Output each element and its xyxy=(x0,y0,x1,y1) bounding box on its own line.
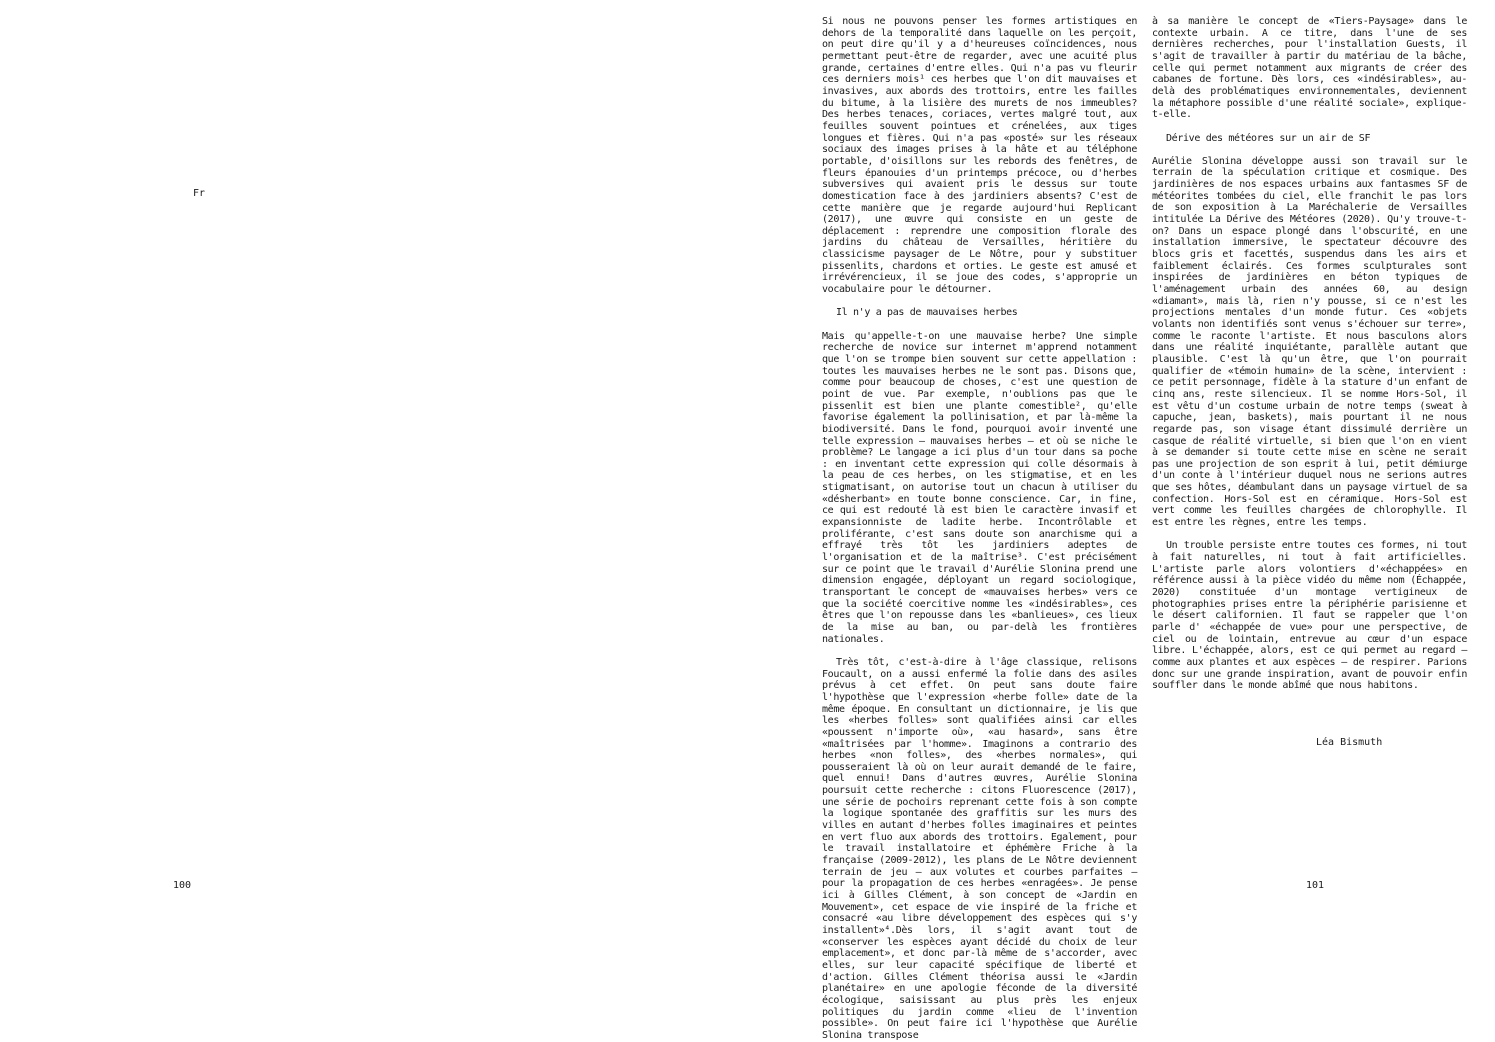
paragraph: à sa manière le concept de «Tiers-Paysage» dans le contexte urbain. A ce titre, dans l'une de ses dernières recherches, pour l'installation Guests, il s'agit de travailler à partir du matériau de la bâche, celle qui permet notamment aux migrants de créer des cabanes de fortune. Dès lors, ces «indésirables», au-delà des problématiques environnementales, deviennent la métaphore possible d'une réalité sociale», explique-t-elle. xyxy=(1152,16,1467,121)
paragraph: Mais qu'appelle-t-on une mauvaise herbe? Une simple recherche de novice sur internet m'apprend notamment que l'on se trompe bien souvent sur cette appellation : toutes les mauvaises herbes ne le sont pas. Disons que, comme pour beaucoup de choses, c'est une question de point de vue. Par exemple, n'oublions pas que le pissenlit est bien une plante comestible², qu'elle favorise également la pollinisation, et par là-même la biodiversité. Dans le fond, pourquoi avoir inventé une telle expression — mauvaises herbes — et où se niche le problème? Le langage a ici plus d'un tour dans sa poche : en inventant cette expression qui colle désormais à la peau de ces herbes, on les stigmatise, et en les stigmatisant, on autorise tout un chacun à utiliser du «désherbant» en toute bonne conscience. Car, in fine, ce qui est redouté là est bien le caractère invasif et expansionniste de ladite herbe. Incontrôlable et proliférante, c'est sans doute son anarchisme qui a effrayé très tôt les jardiniers adeptes de l'organisation et de la maîtrise³. C'est précisément sur ce point que le travail d'Aurélie Slonina prend une dimension engagée, déployant un regard sociologique, transportant le concept de «mauvaises herbes» vers ce que la société coercitive nomme les «indésirables», ces êtres que l'on repousse dans les «banlieues», ces lieux de la mise au ban, ou par-delà les frontières nationales. xyxy=(822,330,1137,645)
page-number-right: 101 xyxy=(1306,880,1325,891)
paragraph: Aurélie Slonina développe aussi son travail sur le terrain de la spéculation critique et cosmique. Des jardinières de nos espaces urbains aux fantasmes SF de météorites tombées du ciel, elle franchit le pas lors de son exposition à La Maréchalerie de Versailles intitulée La Dérive des Météores (2020). Qu'y trouve-t-on? Dans un espace plongé dans l'obscurité, en une installation immersive, le spectateur découvre des blocs gris et facettés, suspendus dans les airs et faiblement éclairés. Ces formes sculpturales sont inspirées de jardinières en béton typiques de l'aménagement urbain des années 60, au design «diamant», mais là, rien n'y pousse, si ce n'est les projections mentales d'un monde futur. Ces «objets volants non identifiés sont venus s'échouer sur terre», comme le raconte l'artiste. Et nous basculons alors dans une réalité inquiétante, parallèle autant que plausible. C'est là qu'un être, que l'on pourrait qualifier de «témoin humain» de la scène, intervient : ce petit personnage, fidèle à la stature d'un enfant de cinq ans, reste silencieux. Il se nomme Hors-Sol, il est vêtu d'un costume urbain de notre temps (sweat à capuche, jean, baskets), mais pourtant il ne nous regarde pas, son visage étant dissimulé derrière un casque de réalité virtuelle, si bien que l'on en vient à se demander si toute cette mise en scène ne serait pas une projection de son esprit à lui, petit démiurge d'un conte à l'intérieur duquel nous ne serions autres que ses hôtes, déambulant dans un paysage virtuel de sa confection. Hors-Sol est en céramique. Hors-Sol est vert comme les feuilles chargées de chlorophylle. Il est entre les règnes, entre les temps. xyxy=(1152,155,1467,529)
author-signature: Léa Bismuth xyxy=(1316,737,1383,748)
text-column-2 xyxy=(1152,16,1467,692)
paragraph: Si nous ne pouvons penser les formes artistiques en dehors de la temporalité dans laquelle on les perçoit, on peut dire qu'il y a d'heureuses coïncidences, nous permettant peut-être de regarder, avec une acuité plus grande, certaines d'entre elles. Qui n'a pas vu fleurir ces derniers mois¹ ces herbes que l'on dit mauvaises et invasives, aux abords des trottoirs, entre les failles du bitume, à la lisière des murets de nos immeubles? Des herbes tenaces, coriaces, vertes malgré tout, aux feuilles souvent pointues et crénelées, aux tiges longues et fières. Qui n'a pas «posté» sur les réseaux sociaux des images prises à la hâte et au téléphone portable, d'oisillons sur les rebords des fenêtres, de fleurs épanouies d'un printemps précoce, ou d'herbes subversives qui avaient pris le dessus sur toute domestication face à des jardiniers absents? C'est de cette manière que je regarde aujourd'hui Replicant (2017), une œuvre qui consiste en un geste de déplacement : reprendre une composition florale des jardins du château de Versailles, héritière du classicisme paysager de Le Nôtre, pour y substituer pissenlits, chardons et orties. Le geste est amusé et irrévérencieux, il se joue des codes, s'approprie un vocabulaire pour le détourner. xyxy=(822,16,1137,296)
left-page xyxy=(0,0,747,913)
page-number-left: 100 xyxy=(173,880,192,891)
text-column-1 xyxy=(822,16,1137,1042)
paragraph: Très tôt, c'est-à-dire à l'âge classique, relisons Foucault, on a aussi enfermé la folie dans des asiles prévus à cet effet. On peut sans doute faire l'hypothèse que l'expression «herbe folle» date de la même époque. En consultant un dictionnaire, je lis que les «herbes folles» sont qualifiées ainsi car elles «poussent n'importe où», «au hasard», sans être «maîtrisées par l'homme». Imaginons a contrario des herbes «non folles», des «herbes normales», qui pousseraient là où on leur aurait demandé de le faire, quel ennui! Dans d'autres œuvres, Aurélie Slonina poursuit cette recherche : citons Fluorescence (2017), une série de pochoirs reprenant cette fois à son compte la logique spontanée des graffitis sur les murs des villes en autant d'herbes folles imaginaires et peintes en vert fluo aux abords des trottoirs. Egalement, pour le travail installatoire et éphémère Friche à la française (2009-2012), les plans de Le Nôtre deviennent terrain de jeu — aux volutes et courbes parfaites — pour la propagation de ces herbes «enragées». Je pense ici à Gilles Clément, à son concept de «Jardin en Mouvement», cet espace de vie inspiré de la friche et consacré «au libre développement des espèces qui s'y installent»⁴.Dès lors, il s'agit avant tout de «conserver les espèces ayant décidé du choix de leur emplacement», et donc par-là même de s'accorder, avec elles, sur leur capacité spécifique de liberté et d'action. Gilles Clément théorisa aussi le «Jardin planétaire» en une apologie féconde de la diversité écologique, saisissant au plus près les enjeux politiques du jardin comme «lieu de l'invention possible». On peut faire ici l'hypothèse que Aurélie Slonina transpose xyxy=(822,656,1137,1041)
paragraph: Un trouble persiste entre toutes ces formes, ni tout à fait naturelles, ni tout à fait artificielles. L'artiste parle alors volontiers d'«échappées» en référence aussi à la pièce vidéo du même nom (Échappée, 2020) constituée d'un montage vertigineux de photographies prises entre la périphérie parisienne et le désert californien. Il faut se rappeler que l'on parle d' «échappée de vue» pour une perspective, de ciel ou de lointain, entrevue au cœur d'un espace libre. L'échappée, alors, est ce qui permet au regard — comme aux plantes et aux espèces — de respirer. Parions donc sur une grande inspiration, avant de pouvoir enfin souffler dans le monde abîmé que nous habitons. xyxy=(1152,540,1467,692)
language-marker: Fr xyxy=(193,188,206,199)
section-heading: Il n'y a pas de mauvaises herbes xyxy=(836,307,1018,319)
section-heading: Dérive des météores sur un air de SF xyxy=(1166,132,1371,144)
